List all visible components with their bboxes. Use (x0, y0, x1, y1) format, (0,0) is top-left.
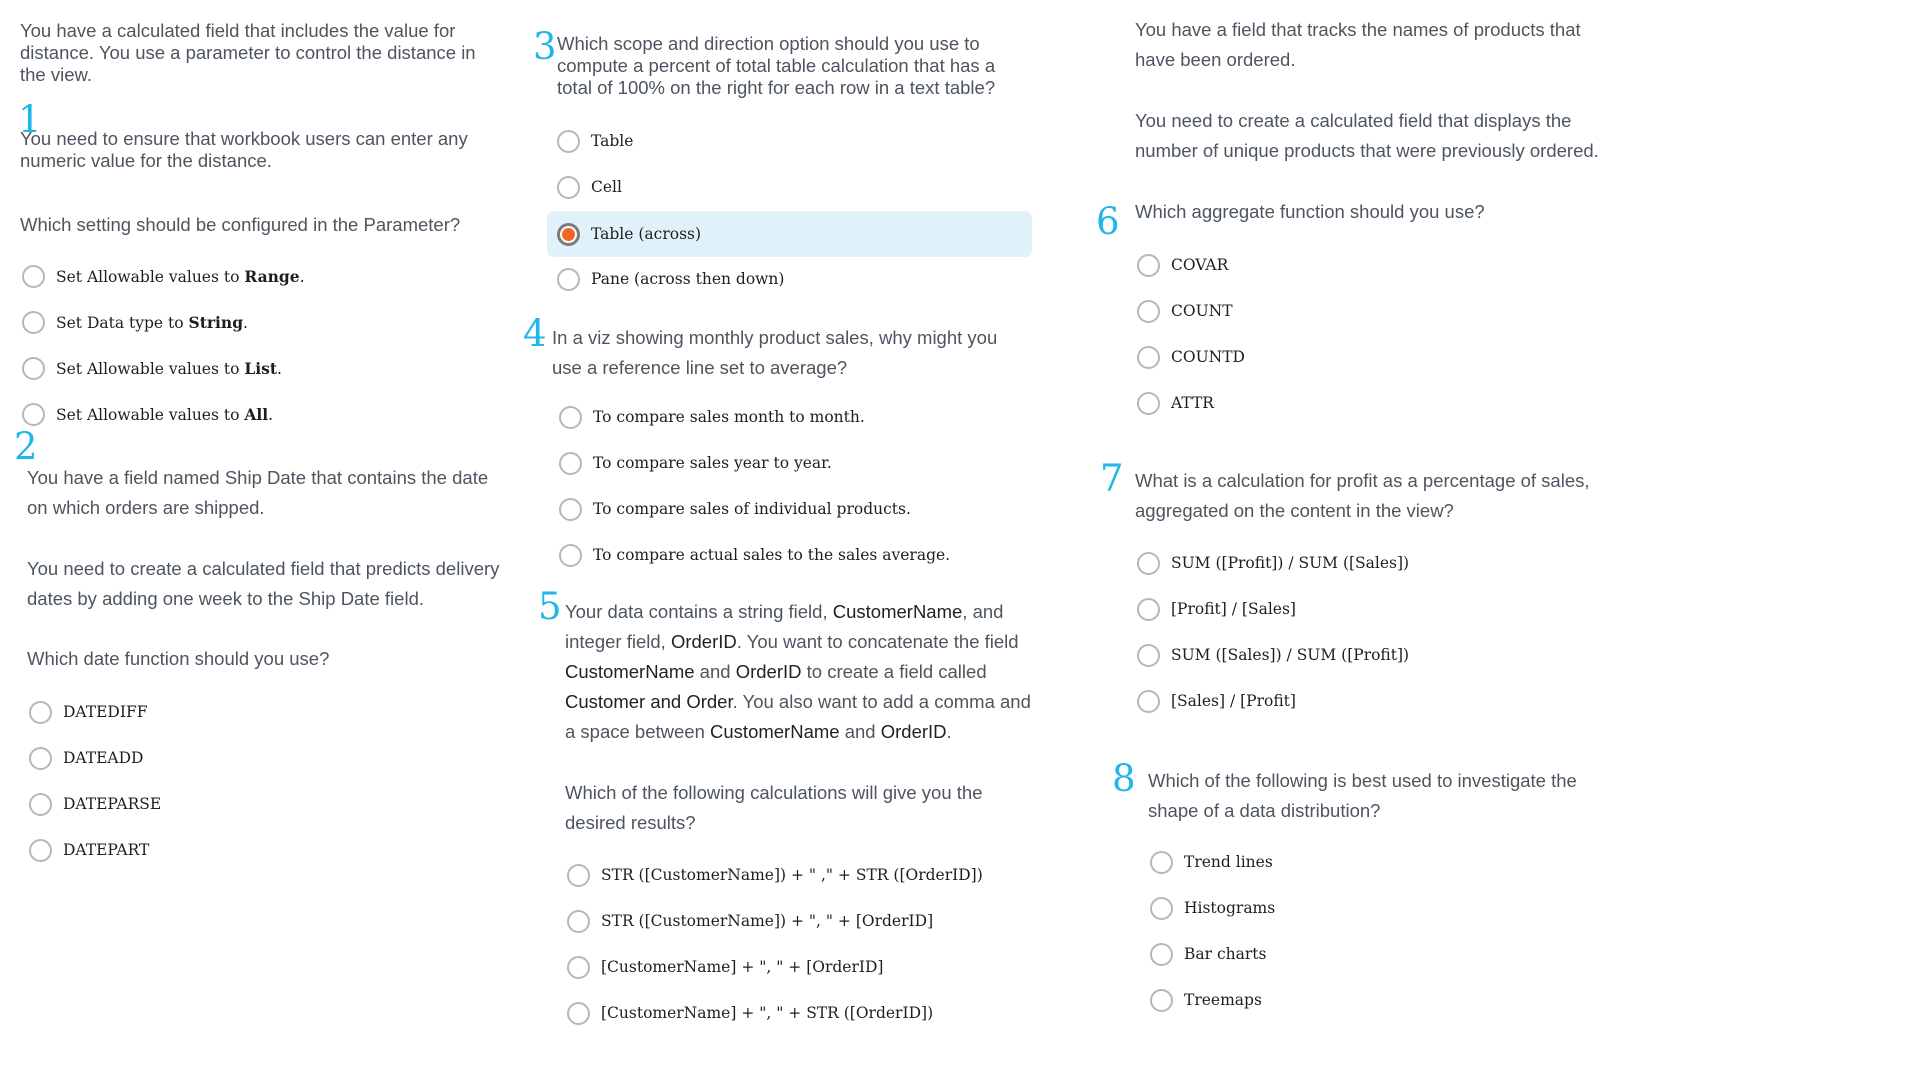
radio-button[interactable] (29, 839, 52, 862)
q3-option-cell[interactable]: Cell (557, 167, 622, 207)
radio-button[interactable] (1137, 644, 1160, 667)
question-4-number: 4 (523, 312, 547, 355)
q2-option-datediff[interactable]: DATEDIFF (29, 692, 148, 732)
q5-option-d[interactable]: [CustomerName] + ", " + STR ([OrderID]) (567, 993, 933, 1033)
question-7-number: 7 (1100, 457, 1124, 500)
q3-option-pane[interactable]: Pane (across then down) (557, 259, 784, 299)
q1-option-string[interactable]: Set Data type to String. (22, 302, 248, 342)
radio-button[interactable] (559, 452, 582, 475)
question-2-requirement: You need to create a calculated field that predicts delivery dates by adding one week to the Ship Date field. (27, 558, 500, 609)
radio-button[interactable] (29, 701, 52, 724)
radio-button[interactable] (1137, 346, 1160, 369)
q2-option-dateparse[interactable]: DATEPARSE (29, 784, 161, 824)
q7-option-b[interactable]: [Profit] / [Sales] (1137, 589, 1296, 629)
radio-button[interactable] (559, 406, 582, 429)
q8-option-bar-charts[interactable]: Bar charts (1150, 934, 1266, 974)
q6-option-countd[interactable]: COUNTD (1137, 337, 1245, 377)
radio-button[interactable] (559, 498, 582, 521)
radio-button[interactable] (1137, 300, 1160, 323)
radio-button[interactable] (1150, 943, 1173, 966)
radio-button[interactable] (1137, 552, 1160, 575)
radio-button[interactable] (567, 910, 590, 933)
radio-button[interactable] (1150, 897, 1173, 920)
radio-button[interactable] (557, 268, 580, 291)
q6-option-attr[interactable]: ATTR (1137, 383, 1214, 423)
question-1-prompt: Which setting should be configured in the Parameter? (20, 214, 461, 235)
radio-button[interactable] (29, 747, 52, 770)
q1-option-list[interactable]: Set Allowable values to List. (22, 348, 282, 388)
question-2-prompt: Which date function should you use? (27, 648, 330, 669)
q3-option-table-across[interactable]: Table (across) (547, 211, 1032, 257)
q4-option-average[interactable]: To compare actual sales to the sales average. (559, 535, 950, 575)
radio-button-selected[interactable] (557, 223, 580, 246)
q1-option-range[interactable]: Set Allowable values to Range. (22, 256, 305, 296)
question-6-prompt: Which aggregate function should you use? (1135, 201, 1485, 222)
radio-button[interactable] (557, 130, 580, 153)
q4-option-products[interactable]: To compare sales of individual products. (559, 489, 911, 529)
question-3-prompt: Which scope and direction option should you use to compute a percent of total table calculation that has a total of 100% on the right for each row in a text table? (557, 33, 996, 98)
q5-option-a[interactable]: STR ([CustomerName]) + " ," + STR ([OrderID]) (567, 855, 983, 895)
radio-button[interactable] (29, 793, 52, 816)
radio-button[interactable] (567, 1002, 590, 1025)
question-8-number: 8 (1112, 757, 1136, 800)
question-6-context: You have a field that tracks the names of products that have been ordered. (1135, 19, 1581, 70)
radio-button[interactable] (559, 544, 582, 567)
radio-button[interactable] (557, 176, 580, 199)
q4-option-month[interactable]: To compare sales month to month. (559, 397, 865, 437)
q2-option-datepart[interactable]: DATEPART (29, 830, 149, 870)
q7-option-c[interactable]: SUM ([Sales]) / SUM ([Profit]) (1137, 635, 1409, 675)
q7-option-d[interactable]: [Sales] / [Profit] (1137, 681, 1296, 721)
question-3-number: 3 (533, 25, 557, 68)
q6-option-covar[interactable]: COVAR (1137, 245, 1228, 285)
question-5-number: 5 (538, 585, 562, 628)
question-4-prompt: In a viz showing monthly product sales, why might you use a reference line set to average? (552, 327, 998, 378)
question-1-requirement: You need to ensure that workbook users can enter any numeric value for the distance. (20, 128, 468, 171)
q5-option-b[interactable]: STR ([CustomerName]) + ", " + [OrderID] (567, 901, 933, 941)
radio-button[interactable] (567, 864, 590, 887)
q3-option-table[interactable]: Table (557, 121, 633, 161)
radio-button[interactable] (1137, 690, 1160, 713)
radio-button[interactable] (1137, 392, 1160, 415)
radio-button[interactable] (1137, 254, 1160, 277)
radio-button[interactable] (1137, 598, 1160, 621)
q5-option-c[interactable]: [CustomerName] + ", " + [OrderID] (567, 947, 883, 987)
question-1-context: You have a calculated field that includes the value for distance. You use a parameter to control the distance in the view. (20, 20, 476, 85)
radio-button[interactable] (22, 357, 45, 380)
q8-option-treemaps[interactable]: Treemaps (1150, 980, 1262, 1020)
q2-option-dateadd[interactable]: DATEADD (29, 738, 143, 778)
question-1-number: 1 (18, 98, 42, 141)
radio-button[interactable] (22, 403, 45, 426)
question-5-prompt: Which of the following calculations will give you the desired results? (565, 782, 983, 833)
q7-option-a[interactable]: SUM ([Profit]) / SUM ([Sales]) (1137, 543, 1409, 583)
radio-button[interactable] (1150, 989, 1173, 1012)
q4-option-year[interactable]: To compare sales year to year. (559, 443, 832, 483)
q8-option-trend-lines[interactable]: Trend lines (1150, 842, 1273, 882)
radio-button[interactable] (1150, 851, 1173, 874)
question-7-prompt: What is a calculation for profit as a percentage of sales, aggregated on the content in the view? (1135, 470, 1590, 521)
question-8-prompt: Which of the following is best used to investigate the shape of a data distribution? (1148, 770, 1577, 821)
q8-option-histograms[interactable]: Histograms (1150, 888, 1275, 928)
radio-button[interactable] (567, 956, 590, 979)
question-2-context: You have a field named Ship Date that contains the date on which orders are shipped. (27, 467, 489, 518)
question-2-number: 2 (14, 425, 38, 468)
question-6-requirement: You need to create a calculated field that displays the number of unique products that were previously ordered. (1135, 110, 1599, 161)
q6-option-count[interactable]: COUNT (1137, 291, 1233, 331)
question-5-context: Your data contains a string field, CustomerName, and integer field, OrderID. You want to concatenate the field CustomerName and OrderID to create a field called Customer and Order. You also want to add a comma and a space between CustomerName and OrderID. (565, 601, 1031, 742)
question-6-number: 6 (1096, 200, 1120, 243)
radio-button[interactable] (22, 311, 45, 334)
question-1 (20, 20, 490, 86)
radio-button[interactable] (22, 265, 45, 288)
q1-option-all[interactable]: Set Allowable values to All. (22, 394, 273, 434)
